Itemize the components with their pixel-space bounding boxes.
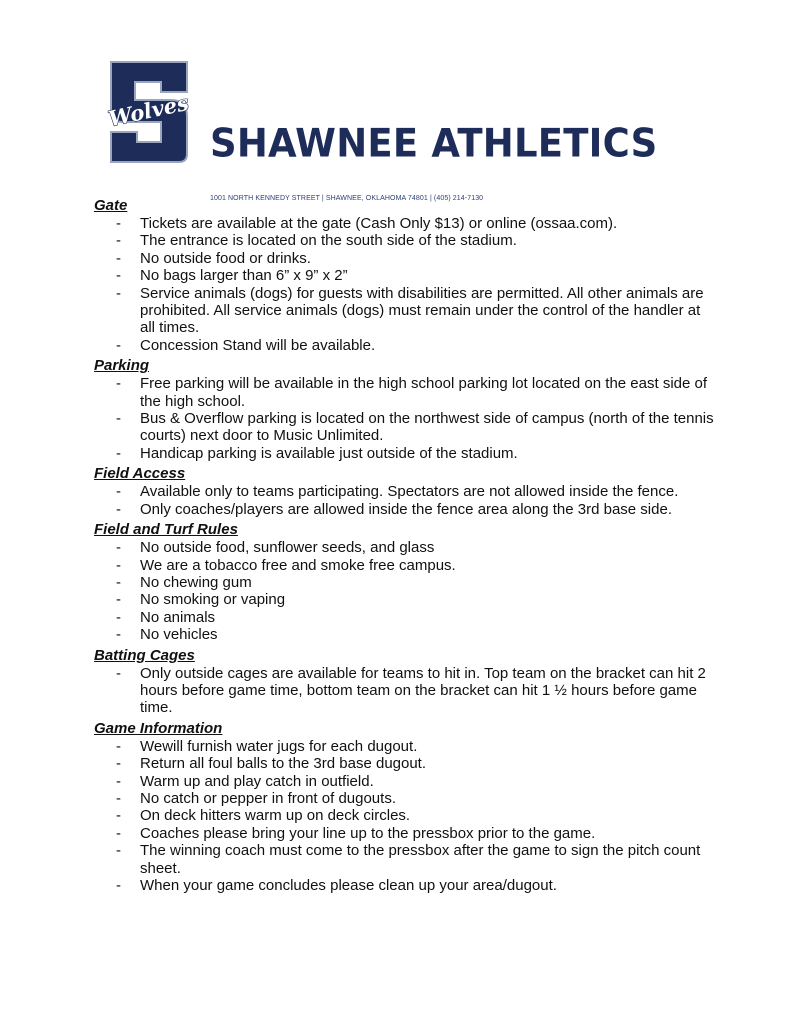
list-item: - No outside food, sunflower seeds, and glass <box>94 539 714 556</box>
list-item: - No outside food or drinks. <box>94 250 714 267</box>
list-item: - Concession Stand will be available. <box>94 337 714 354</box>
list-item: - On deck hitters warm up on deck circles. <box>94 807 714 824</box>
gate-list <box>94 215 714 354</box>
list-item: - Warm up and play catch in outfield. <box>94 773 714 790</box>
list-item: - The winning coach must come to the pressbox after the game to sign the pitch count sheet. <box>94 842 714 877</box>
rules-content <box>94 197 714 897</box>
list-item: - Wewill furnish water jugs for each dugout. <box>94 738 714 755</box>
list-item: - Service animals (dogs) for guests with disabilities are permitted. All other animals are prohibited. All service animals (dogs) must remain under the control of the handler at all times. <box>94 285 714 337</box>
field-access-list <box>94 483 714 518</box>
game-information-list <box>94 738 714 895</box>
list-item: - Tickets are available at the gate (Cash Only $13) or online (ossaa.com). <box>94 215 714 232</box>
section-heading-field-turf-rules: Field and Turf Rules <box>94 521 238 539</box>
list-item: - Handicap parking is available just outside of the stadium. <box>94 445 714 462</box>
section-heading-game-information: Game Information <box>94 719 223 737</box>
list-item: - Only outside cages are available for teams to hit in. Top team on the bracket can hit 2 hours before game time, bottom team on the bracket can hit 1 ½ hours before game time. <box>94 665 714 717</box>
page-title: SHAWNEE ATHLETICS <box>210 120 658 166</box>
list-item: - Available only to teams participating. Spectators are not allowed inside the fence. <box>94 483 714 500</box>
batting-cages-list <box>94 665 714 717</box>
list-item: - Return all foul balls to the 3rd base dugout. <box>94 755 714 772</box>
list-item: - Free parking will be available in the high school parking lot located on the east side of the high school. <box>94 375 714 410</box>
section-heading-field-access: Field Access <box>94 465 186 483</box>
list-item: - When your game concludes please clean up your area/dugout. <box>94 877 714 894</box>
section-heading-parking: Parking <box>94 357 150 375</box>
wolves-s-logo <box>95 58 203 166</box>
list-item: - We are a tobacco free and smoke free campus. <box>94 557 714 574</box>
list-item: - No catch or pepper in front of dugouts. <box>94 790 714 807</box>
address-line: 1001 NORTH KENNEDY STREET | SHAWNEE, OKLAHOMA 74801 | (405) 214-7130 <box>210 195 484 202</box>
list-item: - Bus & Overflow parking is located on the northwest side of campus (north of the tennis courts) next door to Music Unlimited. <box>94 410 714 445</box>
list-item: - No bags larger than 6” x 9” x 2” <box>94 267 714 284</box>
section-heading-gate: Gate <box>94 197 128 214</box>
field-turf-rules-list <box>94 539 714 643</box>
list-item: - The entrance is located on the south side of the stadium. <box>94 232 714 249</box>
parking-list <box>94 375 714 462</box>
list-item: - No chewing gum <box>94 574 714 591</box>
list-item: - No smoking or vaping <box>94 591 714 608</box>
list-item: - Coaches please bring your line up to the pressbox prior to the game. <box>94 825 714 842</box>
list-item: - No animals <box>94 609 714 626</box>
logo-wordmark: Wolves <box>106 89 191 132</box>
list-item: - Only coaches/players are allowed inside the fence area along the 3rd base side. <box>94 501 714 518</box>
section-heading-batting-cages: Batting Cages <box>94 646 195 664</box>
list-item: - No vehicles <box>94 626 714 643</box>
